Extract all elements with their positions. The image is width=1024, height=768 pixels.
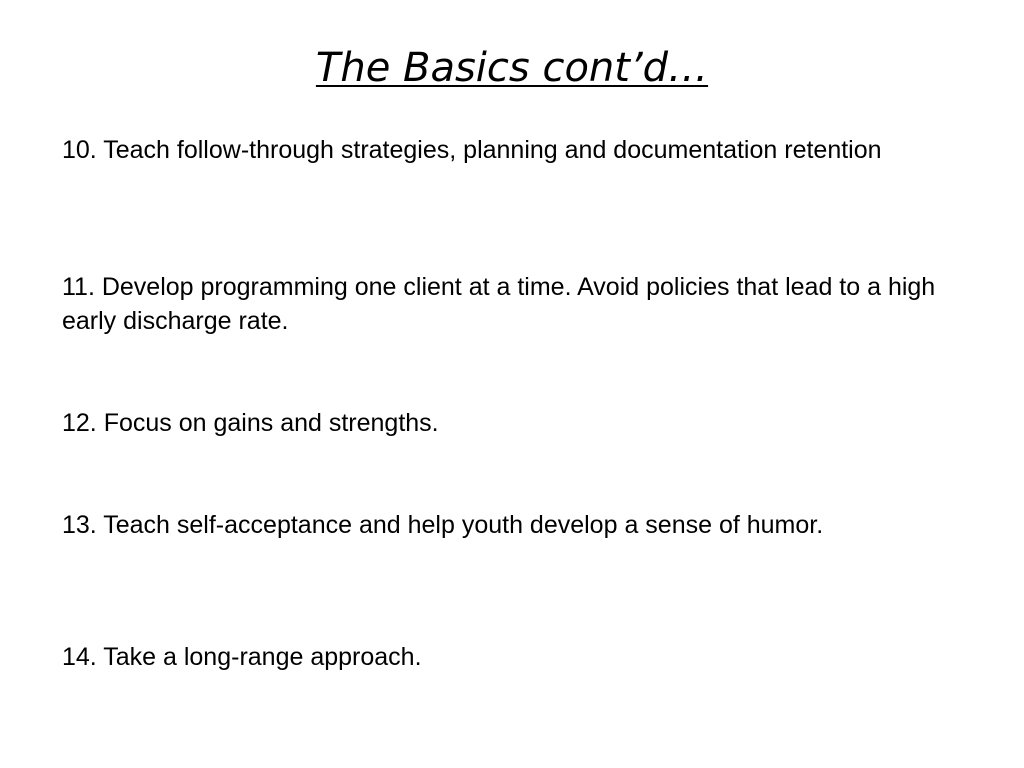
list-item-13: 13. Teach self-acceptance and help youth develop a sense of humor. (62, 511, 824, 539)
slide-title (0, 40, 1024, 96)
list-item-12: 12. Focus on gains and strengths. (62, 409, 439, 437)
list-item-14: 14. Take a long-range approach. (62, 643, 422, 671)
list-item-11: 11. Develop programming one client at a time. Avoid policies that lead to a high early discharge rate. (62, 273, 936, 335)
slide-title-text: The Basics cont’d… (315, 45, 709, 91)
list-item-10: 10. Teach follow-through strategies, planning and documentation retention (62, 136, 882, 164)
